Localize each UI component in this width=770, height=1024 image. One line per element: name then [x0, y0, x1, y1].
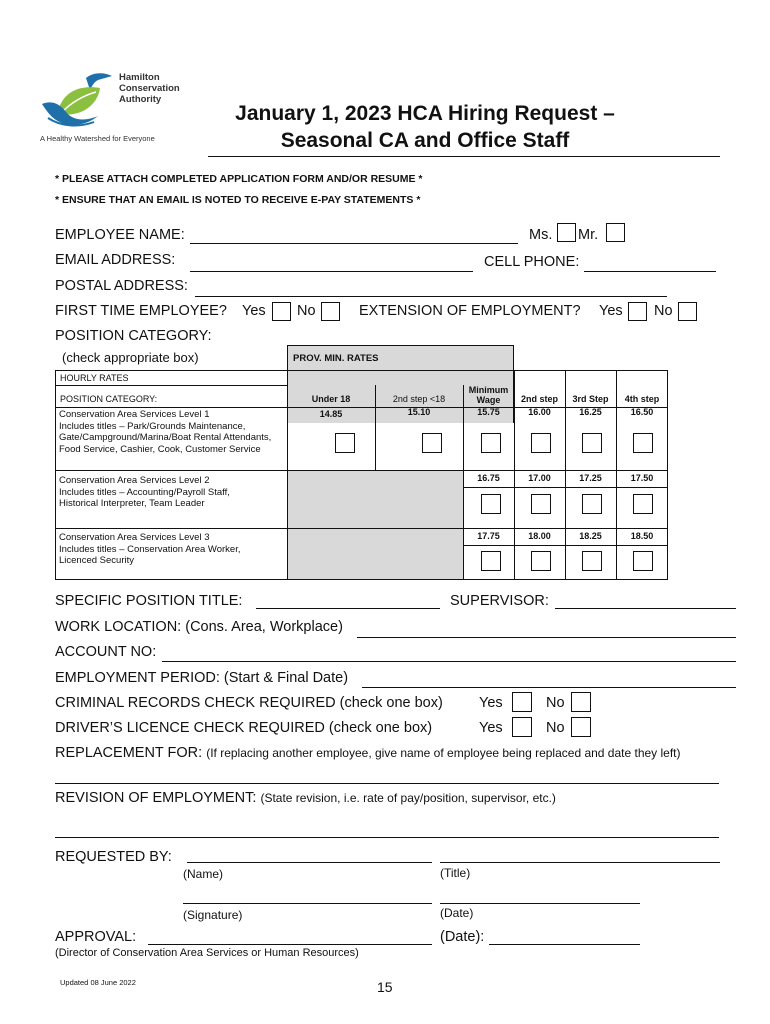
position-category-col: POSITION CATEGORY: [60, 394, 158, 404]
page-number: 15 [377, 979, 393, 995]
first-time-no-checkbox[interactable] [321, 302, 340, 321]
approval-label: APPROVAL: [55, 929, 137, 945]
l1-step4-checkbox[interactable] [633, 433, 653, 453]
specific-title-line[interactable] [256, 608, 440, 609]
signature-line[interactable] [183, 903, 432, 904]
rate-l3-step2: 18.00 [528, 531, 551, 541]
replacement-note: (If replacing another employee, give name of employee being replaced and date they left) [206, 746, 681, 760]
approval-line[interactable] [148, 944, 432, 945]
position-category-label: POSITION CATEGORY: [55, 328, 212, 344]
revision-line[interactable] [55, 837, 719, 838]
hca-logo [38, 70, 198, 148]
row-level1-name: Conservation Area Services Level 1 [59, 409, 210, 420]
page-title: January 1, 2023 HCA Hiring Request – Seasonal CA and Office Staff [235, 102, 615, 152]
extension-no-label: No [654, 303, 673, 319]
check-box-hint: (check appropriate box) [62, 350, 199, 365]
logo-tagline: A Healthy Watershed for Everyone [40, 134, 155, 143]
signature-caption: (Signature) [183, 908, 243, 922]
first-time-label: FIRST TIME EMPLOYEE? [55, 303, 227, 319]
row-level3-name: Conservation Area Services Level 3 [59, 532, 210, 543]
rate-l2-step2: 17.00 [528, 473, 551, 483]
replacement-for-label: REPLACEMENT FOR: (If replacing another employee, give name of employee being replaced and date they left) [55, 745, 681, 761]
employee-name-line[interactable] [190, 243, 518, 244]
extension-label: EXTENSION OF EMPLOYMENT? [359, 303, 581, 319]
rate-l1-step3: 16.25 [579, 407, 602, 417]
drivers-no-label: No [546, 720, 565, 736]
l1-under18-checkbox[interactable] [335, 433, 355, 453]
col-4th-step: 4th step [624, 394, 660, 404]
l1-step2-checkbox[interactable] [531, 433, 551, 453]
l2-step3-checkbox[interactable] [582, 494, 602, 514]
cell-phone-line[interactable] [584, 271, 716, 272]
specific-title-label: SPECIFIC POSITION TITLE: [55, 593, 243, 609]
drivers-no-checkbox[interactable] [571, 717, 591, 737]
employment-period-line[interactable] [362, 687, 736, 688]
hourly-rates-label: HOURLY RATES [60, 373, 129, 383]
rate-l1-step2lt18: 15.10 [407, 407, 431, 417]
replacement-line[interactable] [55, 783, 719, 784]
mr-label: Mr. [578, 227, 599, 243]
row-level2-name: Conservation Area Services Level 2 [59, 475, 210, 486]
title-caption: (Title) [440, 866, 471, 880]
rate-l3-minwage: 17.75 [477, 531, 500, 541]
prov-min-rates-label: PROV. MIN. RATES [293, 353, 379, 364]
criminal-yes-label: Yes [479, 695, 503, 711]
employee-name-label: EMPLOYEE NAME: [55, 227, 185, 243]
rate-l2-step4: 17.50 [630, 473, 654, 483]
criminal-check-label: CRIMINAL RECORDS CHECK REQUIRED (check one box) [55, 695, 443, 711]
l1-step3-checkbox[interactable] [582, 433, 602, 453]
requested-date-line[interactable] [440, 903, 640, 904]
ms-label: Ms. [529, 227, 553, 243]
mr-checkbox[interactable] [606, 223, 625, 242]
email-note: * ENSURE THAT AN EMAIL IS NOTED TO RECEIVE E-PAY STATEMENTS * [55, 194, 421, 206]
col-2nd-step-lt18: 2nd step <18 [392, 394, 446, 404]
employment-period-label: EMPLOYMENT PERIOD: (Start & Final Date) [55, 670, 349, 686]
cell-phone-label: CELL PHONE: [484, 254, 580, 270]
l2-minwage-checkbox[interactable] [481, 494, 501, 514]
table-row [59, 532, 269, 567]
rate-l1-step4: 16.50 [630, 407, 654, 417]
rate-l1-minwage: 15.75 [477, 407, 500, 417]
requested-name-line[interactable] [187, 862, 432, 863]
extension-yes-label: Yes [599, 303, 623, 319]
work-location-label: WORK LOCATION: (Cons. Area, Workplace) [55, 619, 343, 635]
heron-leaf-icon [38, 70, 120, 132]
l1-minwage-checkbox[interactable] [481, 433, 501, 453]
logo-org-name: Hamilton Conservation Authority [119, 72, 180, 105]
l3-step3-checkbox[interactable] [582, 551, 602, 571]
rate-l2-step3: 17.25 [579, 473, 602, 483]
criminal-no-label: No [546, 695, 565, 711]
requested-title-line[interactable] [440, 862, 720, 863]
approval-note: (Director of Conservation Area Services or Human Resources) [55, 947, 359, 959]
col-min-wage: Minimum Wage [468, 385, 509, 405]
extension-yes-checkbox[interactable] [628, 302, 647, 321]
name-caption: (Name) [183, 867, 224, 881]
revision-label: REVISION OF EMPLOYMENT: (State revision, i.e. rate of pay/position, supervisor, etc.) [55, 790, 556, 806]
approval-date-line[interactable] [489, 944, 640, 945]
row-level1-desc: Includes titles – Park/Grounds Maintenance, Gate/Campground/Marina/Boat Rental Attendants, Food Service, Cashier, Cook, Customer Service [59, 420, 272, 455]
ms-checkbox[interactable] [557, 223, 576, 242]
l3-step4-checkbox[interactable] [633, 551, 653, 571]
col-3rd-step: 3rd Step [572, 394, 609, 404]
email-label: EMAIL ADDRESS: [55, 252, 176, 268]
table-row [59, 409, 287, 455]
revision-note: (State revision, i.e. rate of pay/position, supervisor, etc.) [260, 791, 556, 805]
rate-l2-minwage: 16.75 [477, 473, 500, 483]
l3-step2-checkbox[interactable] [531, 551, 551, 571]
criminal-no-checkbox[interactable] [571, 692, 591, 712]
drivers-check-label: DRIVER’S LICENCE CHECK REQUIRED (check one box) [55, 720, 433, 736]
updated-date: Updated 08 June 2022 [60, 978, 136, 987]
row-level2-desc: Includes titles – Accounting/Payroll Staff, Historical Interpreter, Team Leader [59, 486, 230, 509]
l2-step2-checkbox[interactable] [531, 494, 551, 514]
row-level3-desc: Includes titles – Conservation Area Worker, Licenced Security [59, 543, 241, 566]
col-2nd-step: 2nd step [520, 394, 558, 404]
account-no-label: ACCOUNT NO: [55, 644, 157, 660]
supervisor-label: SUPERVISOR: [450, 593, 549, 609]
criminal-yes-checkbox[interactable] [512, 692, 532, 712]
account-no-line[interactable] [162, 661, 736, 662]
postal-address-label: POSTAL ADDRESS: [55, 278, 188, 294]
postal-address-line[interactable] [195, 296, 667, 297]
extension-no-checkbox[interactable] [678, 302, 697, 321]
rate-l3-step3: 18.25 [579, 531, 602, 541]
l3-minwage-checkbox[interactable] [481, 551, 501, 571]
drivers-yes-label: Yes [479, 720, 503, 736]
l1-step2lt18-checkbox[interactable] [422, 433, 442, 453]
work-location-line[interactable] [357, 637, 736, 638]
first-time-yes-label: Yes [242, 303, 266, 319]
l2-step4-checkbox[interactable] [633, 494, 653, 514]
title-rule [208, 156, 720, 157]
drivers-yes-checkbox[interactable] [512, 717, 532, 737]
first-time-yes-checkbox[interactable] [272, 302, 291, 321]
requested-by-label: REQUESTED BY: [55, 849, 172, 865]
rate-l1-under18: 14.85 [319, 409, 343, 419]
attach-note: * PLEASE ATTACH COMPLETED APPLICATION FORM AND/OR RESUME * [55, 173, 423, 185]
supervisor-line[interactable] [555, 608, 736, 609]
email-line[interactable] [190, 271, 473, 272]
col-under18: Under 18 [311, 394, 351, 404]
date-caption: (Date) [440, 906, 474, 920]
table-row [59, 475, 234, 510]
first-time-no-label: No [297, 303, 316, 319]
approval-date-label: (Date): [440, 929, 485, 945]
rate-l3-step4: 18.50 [630, 531, 654, 541]
rate-l1-step2: 16.00 [528, 407, 551, 417]
